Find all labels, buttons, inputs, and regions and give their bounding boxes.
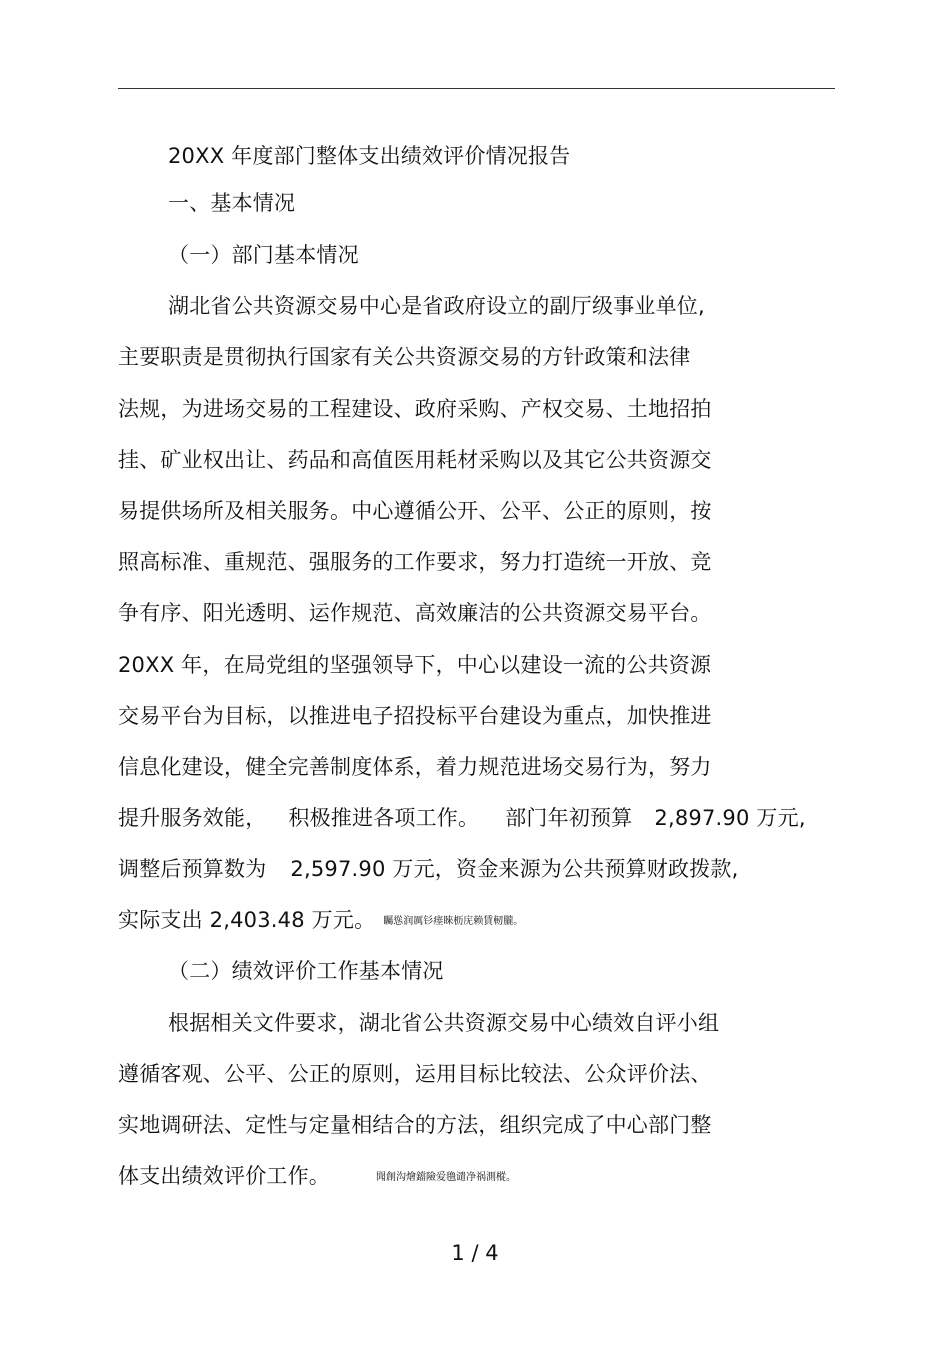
paragraph-line: 湖北省公共资源交易中心是省政府设立的副厅级事业单位, xyxy=(168,294,705,318)
paragraph-line-adjusted xyxy=(118,856,738,882)
subsection-heading-dept: （一）部门基本情况 xyxy=(168,243,359,267)
paragraph-line: 遵循客观、公平、公正的原则，运用目标比较法、公众评价法、 xyxy=(118,1062,712,1086)
subsection-heading-evaluation: （二）绩效评价工作基本情况 xyxy=(168,959,444,983)
paragraph-line: 主要职责是贯彻执行国家有关公共资源交易的方针政策和法律 xyxy=(118,345,691,369)
paragraph-line-actual xyxy=(118,907,523,935)
paragraph-line: 争有序、阳光透明、运作规范、高效廉洁的公共资源交易平台。 xyxy=(118,601,712,625)
budget-initial-amount: 2,897.90 万元, xyxy=(654,806,806,830)
text-segment: 调整后预算数为 xyxy=(118,857,267,881)
paragraph-line: 实地调研法、定性与定量相结合的方法，组织完成了中心部门整 xyxy=(118,1113,712,1137)
paragraph-line: 20XX 年，在局党组的坚强领导下，中心以建设一流的公共资源 xyxy=(118,653,712,677)
paragraph-line: 易提供场所及相关服务。中心遵循公开、公平、公正的原则，按 xyxy=(118,499,712,523)
small-noise-text: 聞創沟燴鐺險爱氇谴净祸測樅。 xyxy=(376,1172,516,1183)
text-segment: 体支出绩效评价工作。 xyxy=(118,1164,330,1188)
header-rule xyxy=(118,88,835,89)
paragraph-line: 照高标准、重规范、强服务的工作要求，努力打造统一开放、竞 xyxy=(118,550,712,574)
paragraph-line: 交易平台为目标，以推进电子招投标平台建设为重点，加快推进 xyxy=(118,704,712,728)
paragraph-line-last xyxy=(118,1163,516,1191)
page-number: 1 / 4 xyxy=(451,1241,499,1265)
text-segment: 提升服务效能， xyxy=(118,806,267,830)
small-noise-text: 矚慫润厲钐瘗睞枥庑赖賃軔朧。 xyxy=(383,916,524,927)
section-heading-basic: 一、基本情况 xyxy=(168,191,296,215)
budget-adjusted-amount: 2,597.90 万元，资金来源为公共预算财政拨款, xyxy=(290,857,739,881)
document-title: 20XX 年度部门整体支出绩效评价情况报告 xyxy=(168,144,571,168)
text-segment: 积极推进各项工作。 xyxy=(288,806,480,830)
actual-expenditure: 实际支出 2,403.48 万元。 xyxy=(118,908,376,932)
paragraph-line: 法规，为进场交易的工程建设、政府采购、产权交易、土地招拍 xyxy=(118,397,712,421)
paragraph-line: 挂、矿业权出让、药品和高值医用耗材采购以及其它公共资源交 xyxy=(118,448,712,472)
paragraph-line: 信息化建设，健全完善制度体系，着力规范进场交易行为，努力 xyxy=(118,755,712,779)
paragraph-line-budget xyxy=(118,805,806,831)
paragraph-line: 根据相关文件要求，湖北省公共资源交易中心绩效自评小组 xyxy=(168,1011,720,1035)
text-segment: 部门年初预算 xyxy=(505,806,633,830)
